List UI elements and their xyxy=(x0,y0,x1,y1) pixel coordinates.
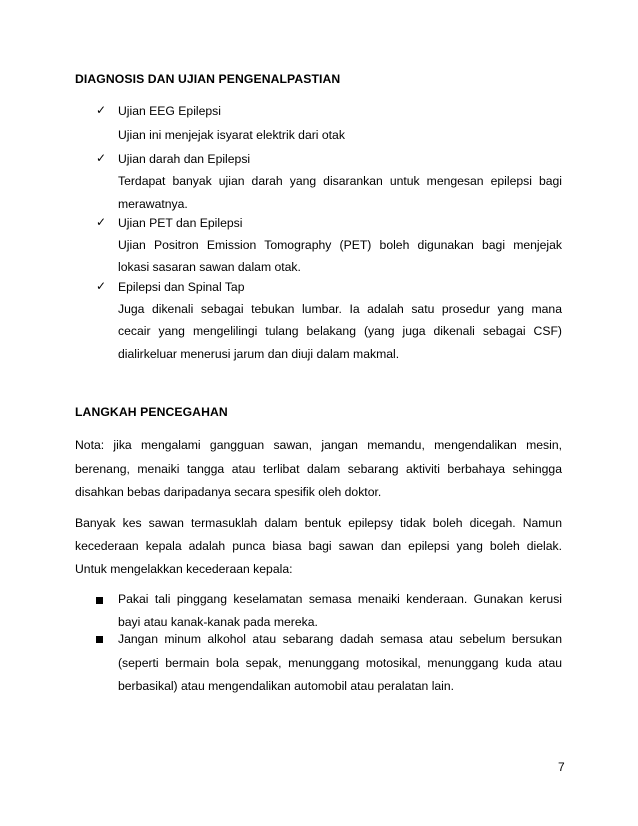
item-text: Ujian Positron Emission Tomography (PET) boleh digunakan bagi menjejak xyxy=(118,238,562,252)
paragraph-line: kecederaan kepala adalah punca biasa bagi sawan dan epilepsi yang boleh dielak. xyxy=(75,539,562,553)
item-title: Ujian PET dan Epilepsi xyxy=(118,216,243,230)
item-title: Ujian darah dan Epilepsi xyxy=(118,152,251,166)
square-bullet-icon xyxy=(96,597,103,604)
section-heading-pencegahan: LANGKAH PENCEGAHAN xyxy=(75,405,228,419)
paragraph-line: Untuk mengelakkan kecederaan kepala: xyxy=(75,562,293,576)
bullet-text: Pakai tali pinggang keselamatan semasa menaiki kenderaan. Gunakan kerusi xyxy=(118,592,562,606)
checkmark-icon: ✓ xyxy=(96,215,107,229)
bullet-text: Jangan minum alkohol atau sebarang dadah semasa atau sebelum bersukan xyxy=(118,632,562,646)
item-text: Ujian ini menjejak isyarat elektrik dari otak xyxy=(118,128,345,142)
checkmark-icon: ✓ xyxy=(96,151,107,165)
item-text: dialirkeluar menerusi jarum dan diuji dalam makmal. xyxy=(118,347,400,361)
section-heading-diagnosis: DIAGNOSIS DAN UJIAN PENGENALPASTIAN xyxy=(75,72,341,86)
bullet-text: berbasikal) atau mengendalikan automobil atau peralatan lain. xyxy=(118,679,455,693)
item-text: lokasi sasaran sawan dalam otak. xyxy=(118,260,301,274)
item-text: Juga dikenali sebagai tebukan lumbar. Ia adalah satu prosedur yang mana xyxy=(118,302,562,316)
item-text: cecair yang mengelilingi tulang belakang (yang juga dikenali sebagai CSF) xyxy=(118,324,562,338)
item-title: Ujian EEG Epilepsi xyxy=(118,104,221,118)
item-text: Terdapat banyak ujian darah yang disarankan untuk mengesan epilepsi bagi xyxy=(118,174,562,188)
checkmark-icon: ✓ xyxy=(96,279,107,293)
paragraph-line: berenang, menaiki tangga atau terlibat dalam sebarang aktiviti berbahaya sehingga xyxy=(75,462,562,476)
paragraph-line: Nota: jika mengalami gangguan sawan, jangan memandu, mengendalikan mesin, xyxy=(75,438,562,452)
item-text: merawatnya. xyxy=(118,197,188,211)
bullet-text: (seperti bermain bola sepak, menunggang motosikal, menunggang kuda atau xyxy=(118,656,562,670)
bullet-text: bayi atau kanak-kanak pada mereka. xyxy=(118,615,318,629)
item-title: Epilepsi dan Spinal Tap xyxy=(118,280,245,294)
page-number: 7 xyxy=(558,760,565,774)
paragraph-line: disahkan bebas daripadanya secara spesifik oleh doktor. xyxy=(75,485,382,499)
checkmark-icon: ✓ xyxy=(96,103,107,117)
square-bullet-icon xyxy=(96,636,103,643)
paragraph-line: Banyak kes sawan termasuklah dalam bentuk epilepsy tidak boleh dicegah. Namun xyxy=(75,516,562,530)
